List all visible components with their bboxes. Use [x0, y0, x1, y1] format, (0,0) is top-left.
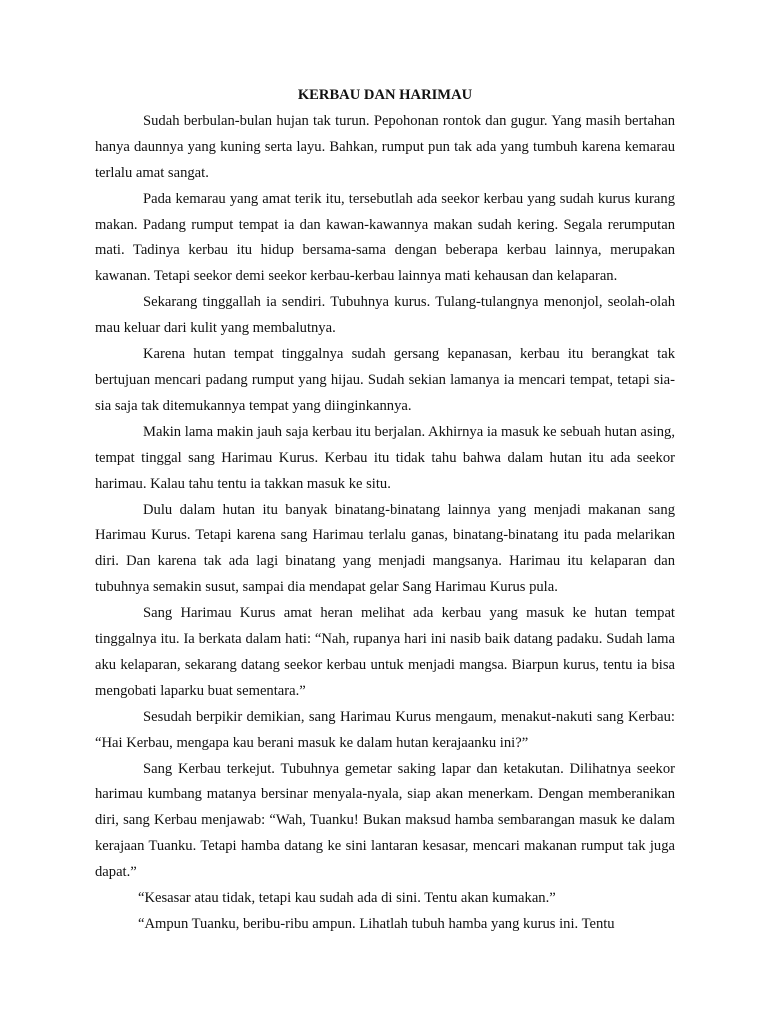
dialog-line: “Ampun Tuanku, beribu-ribu ampun. Lihatlah tubuh hamba yang kurus ini. Tentu	[138, 916, 615, 932]
paragraph: Sesudah berpikir demikian, sang Harimau Kurus mengaum, menakut-nakuti sang Kerbau: “Hai Kerbau, mengapa kau berani masuk ke dalam hutan kerajaanku ini?”	[95, 708, 675, 751]
paragraph: Sang Kerbau terkejut. Tubuhnya gemetar saking lapar dan ketakutan. Dilihatnya seekor harimau kumbang matanya bersinar menyala-nyala, siap akan menerkam. Dengan memberanikan diri, sang Kerbau menjawab: “Wah, Tuanku! Bukan maksud hamba sembarangan masuk ke dalam kerajaan Tuanku. Tetapi hamba datang ke sini lantaran kesasar, mencari makanan rumput tak juga dapat.”	[95, 760, 675, 881]
document-body	[95, 83, 675, 938]
paragraph: Makin lama makin jauh saja kerbau itu berjalan. Akhirnya ia masuk ke sebuah hutan asing, tempat tinggal sang Harimau Kurus. Kerbau itu tidak tahu bahwa dalam hutan itu ada seekor harimau. Kalau tahu tentu ia takkan masuk ke situ.	[95, 423, 675, 492]
paragraph: Pada kemarau yang amat terik itu, tersebutlah ada seekor kerbau yang sudah kurus kurang makan. Padang rumput tempat ia dan kawan-kawannya makan sudah kering. Segala rerumputan mati. Tadinya kerbau itu hidup bersama-sama dengan beberapa kerbau lainnya, merupakan kawanan. Tetapi seekor demi seekor kerbau-kerbau lainnya mati kehausan dan kelaparan.	[95, 190, 675, 285]
document-title: KERBAU DAN HARIMAU	[297, 87, 473, 103]
paragraph: Sang Harimau Kurus amat heran melihat ada kerbau yang masuk ke hutan tempat tinggalnya itu. Ia berkata dalam hati: “Nah, rupanya hari ini nasib baik datang padaku. Sudah lama aku kelaparan, sekarang datang seekor kerbau untuk menjadi mangsa. Biarpun kurus, tentu ia bisa mengobati laparku buat sementara.”	[95, 605, 675, 699]
paragraph: Sudah berbulan-bulan hujan tak turun. Pepohonan rontok dan gugur. Yang masih bertahan hanya daunnya yang kuning serta layu. Bahkan, rumput pun tak ada yang tumbuh karena kemarau terlalu amat sangat.	[95, 112, 675, 181]
dialog-line: “Kesasar atau tidak, tetapi kau sudah ada di sini. Tentu akan kumakan.”	[138, 890, 556, 907]
paragraph: Karena hutan tempat tinggalnya sudah gersang kepanasan, kerbau itu berangkat tak bertujuan mencari padang rumput yang hijau. Sudah sekian lamanya ia mencari tempat, tetapi sia-sia saja tak ditemukannya tempat yang diinginkannya.	[95, 346, 675, 414]
paragraph: Sekarang tinggallah ia sendiri. Tubuhnya kurus. Tulang-tulangnya menonjol, seolah-olah mau keluar dari kulit yang membalutnya.	[95, 294, 675, 337]
paragraph: Dulu dalam hutan itu banyak binatang-binatang lainnya yang menjadi makanan sang Harimau Kurus. Tetapi karena sang Harimau terlalu ganas, binatang-binatang itu pada melarikan diri. Dan karena tak ada lagi binatang yang menjadi mangsanya. Harimau itu kelaparan dan tubuhnya semakin susut, sampai dia mendapat gelar Sang Harimau Kurus pula.	[95, 501, 675, 596]
